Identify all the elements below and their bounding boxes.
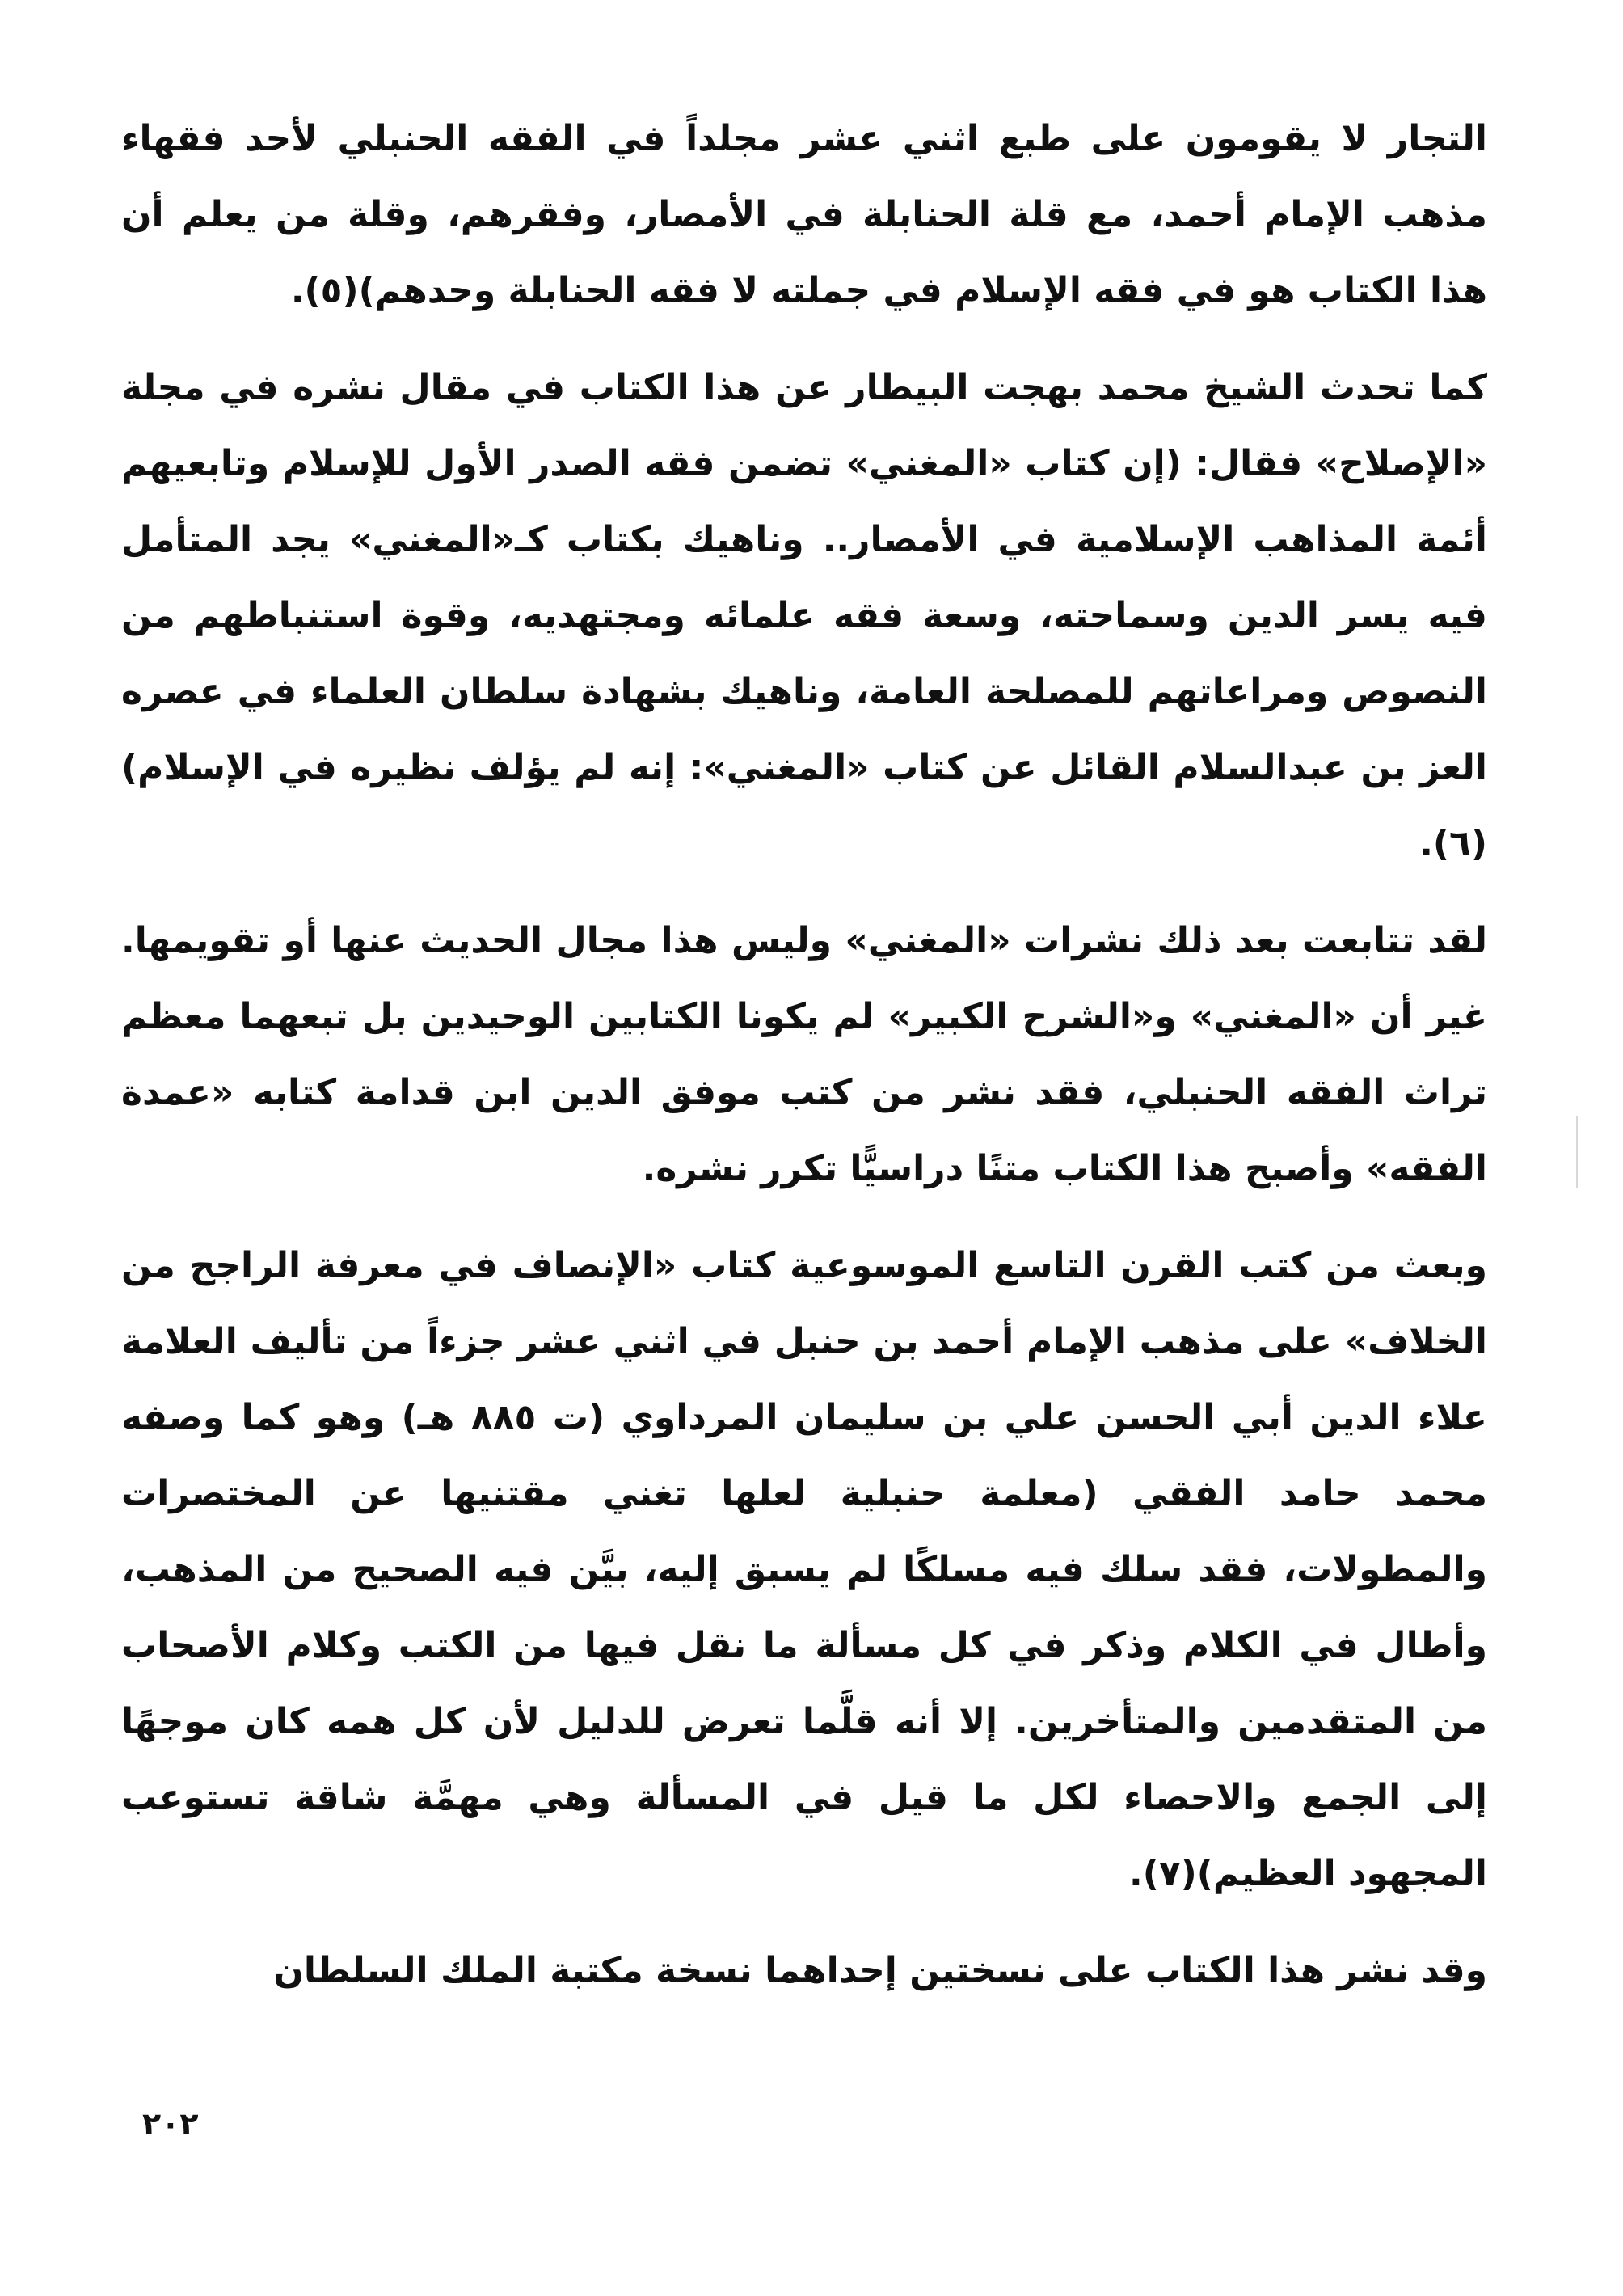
scan-margin-mark	[1576, 1116, 1578, 1188]
page-number: ٢٠٢	[142, 2106, 199, 2142]
paragraph-1: التجار لا يقومون على طبع اثني عشر مجلداً في الفقه الحنبلي لأحد فقهاء مذهب الإمام أحمد، مع قلة الحنابلة في الأمصار، وفقرهم، وقلة من يعلم أن هذا الكتاب هو في فقه الإسلام في جملته لا فقه الحنابلة وحدهم)(٥).	[121, 118, 1487, 311]
paragraph-3: لقد تتابعت بعد ذلك نشرات «المغني» وليس هذا مجال الحديث عنها أو تقويمها. غير أن «المغني» و«الشرح الكبير» لم يكونا الكتابين الوحيدين بل تبعهما معظم تراث الفقه الحنبلي، فقد نشر من كتب موفق الدين ابن قدامة كتابه «عمدة الفقه» وأصبح هذا الكتاب متنًا دراسيًّا تكرر نشره.	[121, 920, 1487, 1189]
paragraph-2: كما تحدث الشيخ محمد بهجت البيطار عن هذا الكتاب في مقال نشره في مجلة «الإصلاح» فقال: (إن كتاب «المغني» تضمن فقه الصدر الأول للإسلام وتابعيهم أئمة المذاهب الإسلامية في الأمصار.. وناهيك بكتاب كـ«المغني» يجد المتأمل فيه يسر الدين وسماحته، وسعة فقه علمائه ومجتهديه، وقوة استنباطهم من النصوص ومراعاتهم للمصلحة العامة، وناهيك بشهادة سلطان العلماء في عصره العز بن عبدالسلام القائل عن كتاب «المغني»: إنه لم يؤلف نظيره في الإسلام)(٦).	[121, 367, 1487, 864]
body-text	[121, 101, 1487, 2030]
paragraph-4: وبعث من كتب القرن التاسع الموسوعية كتاب «الإنصاف في معرفة الراجح من الخلاف» على مذهب الإمام أحمد بن حنبل في اثني عشر جزءاً من تأليف العلامة علاء الدين أبي الحسن علي بن سليمان المرداوي (ت ٨٨٥ هـ) وهو كما وصفه محمد حامد الفقي (معلمة حنبلية لعلها تغني مقتنيها عن المختصرات والمطولات، فقد سلك فيه مسلكًا لم يسبق إليه، بيَّن فيه الصحيح من المذهب، وأطال في الكلام وذكر في كل مسألة ما نقل فيها من الكتب وكلام الأصحاب من المتقدمين والمتأخرين. إلا أنه قلَّما تعرض للدليل لأن كل همه كان موجهًا إلى الجمع والاحصاء لكل ما قيل في المسألة وهي مهمَّة شاقة تستوعب المجهود العظيم)(٧).	[121, 1245, 1487, 1894]
paragraph-5: وقد نشر هذا الكتاب على نسختين إحداهما نسخة مكتبة الملك السلطان	[273, 1950, 1487, 1991]
